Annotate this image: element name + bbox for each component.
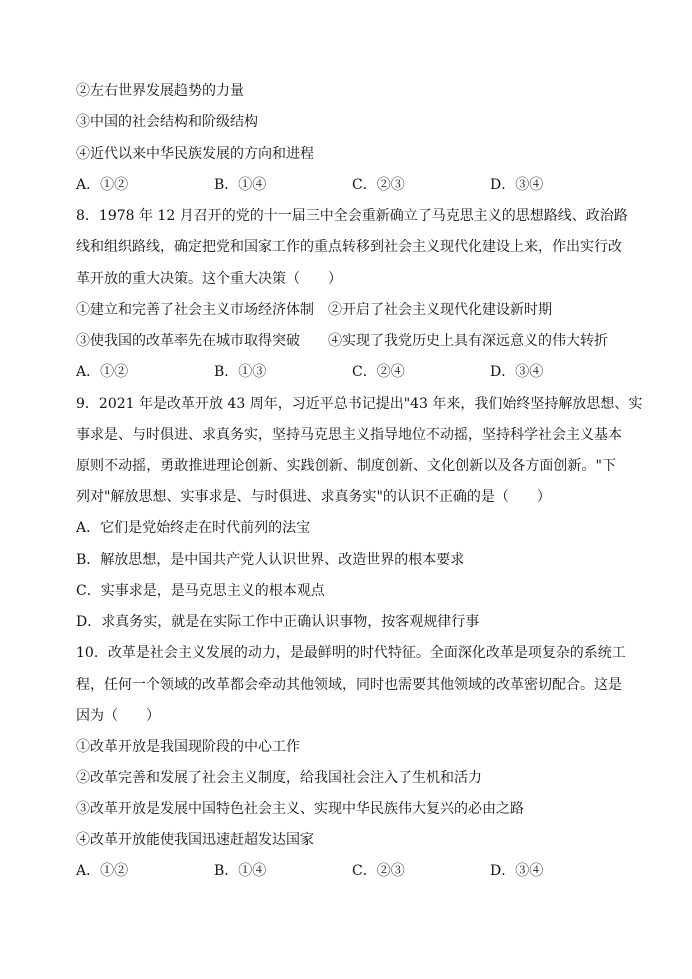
option-b: B．①④ — [214, 863, 267, 879]
question-10-stem-line: 因为（ ） — [76, 708, 160, 724]
statement-item: ④近代以来中华民族发展的方向和进程 — [76, 146, 314, 162]
statement-item: ①建立和完善了社会主义市场经济体制 ②开启了社会主义现代化建设新时期 — [76, 302, 552, 318]
question-9-stem-line: 9．2021 年是改革开放 43 周年，习近平总书记提出"43 年来，我们始终坚持解放思想、实 — [76, 396, 643, 412]
option-d: D．③④ — [490, 177, 544, 193]
statement-item: ③改革开放是发展中国特色社会主义、实现中华民族伟大复兴的必由之路 — [76, 801, 524, 817]
statement-item: ②改革完善和发展了社会主义制度，给我国社会注入了生机和活力 — [76, 770, 482, 786]
option-d: D．③④ — [490, 863, 544, 879]
question-8-stem-line: 8．1978 年 12 月召开的党的十一届三中全会重新确立了马克思主义的思想路线、政治路 — [76, 208, 628, 224]
statement-item: ③中国的社会结构和阶级结构 — [76, 114, 258, 130]
option-a: A．①② — [76, 177, 129, 193]
option-c: C．②④ — [352, 364, 405, 380]
statement-item: ②左右世界发展趋势的力量 — [76, 83, 244, 99]
option-a: A．①② — [76, 863, 129, 879]
statement-item: ③使我国的改革率先在城市取得突破 ④实现了我党历史上具有深远意义的伟大转折 — [76, 333, 608, 349]
option-c: C．②③ — [352, 177, 405, 193]
question-9-stem-line: 列对"解放思想、实事求是、与时俱进、求真务实"的认识不正确的是（ ） — [76, 489, 551, 505]
question-10-stem-line: 10．改革是社会主义发展的动力，是最鲜明的时代特征。全面深化改革是项复杂的系统工 — [76, 645, 626, 661]
option-b: B．①③ — [214, 364, 267, 380]
choice-c: C．实事求是，是马克思主义的根本观点 — [76, 583, 325, 599]
question-9-stem-line: 事求是、与时俱进、求真务实，坚持马克思主义指导地位不动摇，坚持科学社会主义基本 — [76, 427, 622, 443]
choice-a: A．它们是党始终走在时代前列的法宝 — [76, 520, 311, 536]
choice-d: D．求真务实，就是在实际工作中正确认识事物，按客观规律行事 — [76, 614, 480, 630]
option-b: B．①④ — [214, 177, 267, 193]
question-10-stem-line: 程，任何一个领域的改革都会牵动其他领域，同时也需要其他领域的改革密切配合。这是 — [76, 677, 622, 693]
statement-item: ①改革开放是我国现阶段的中心工作 — [76, 739, 300, 755]
option-a: A．①② — [76, 364, 129, 380]
question-9-stem-line: 原则不动摇，勇敢推进理论创新、实践创新、制度创新、文化创新以及各方面创新。"下 — [76, 458, 616, 474]
statement-item: ④改革开放能使我国迅速赶超发达国家 — [76, 832, 314, 848]
option-c: C．②③ — [352, 863, 405, 879]
question-8-stem-line: 革开放的重大决策。这个重大决策（ ） — [76, 271, 342, 287]
question-8-stem-line: 线和组织路线，确定把党和国家工作的重点转移到社会主义现代化建设上来，作出实行改 — [76, 239, 622, 255]
choice-b: B．解放思想，是中国共产党人认识世界、改造世界的根本要求 — [76, 552, 465, 568]
option-d: D．③④ — [490, 364, 544, 380]
